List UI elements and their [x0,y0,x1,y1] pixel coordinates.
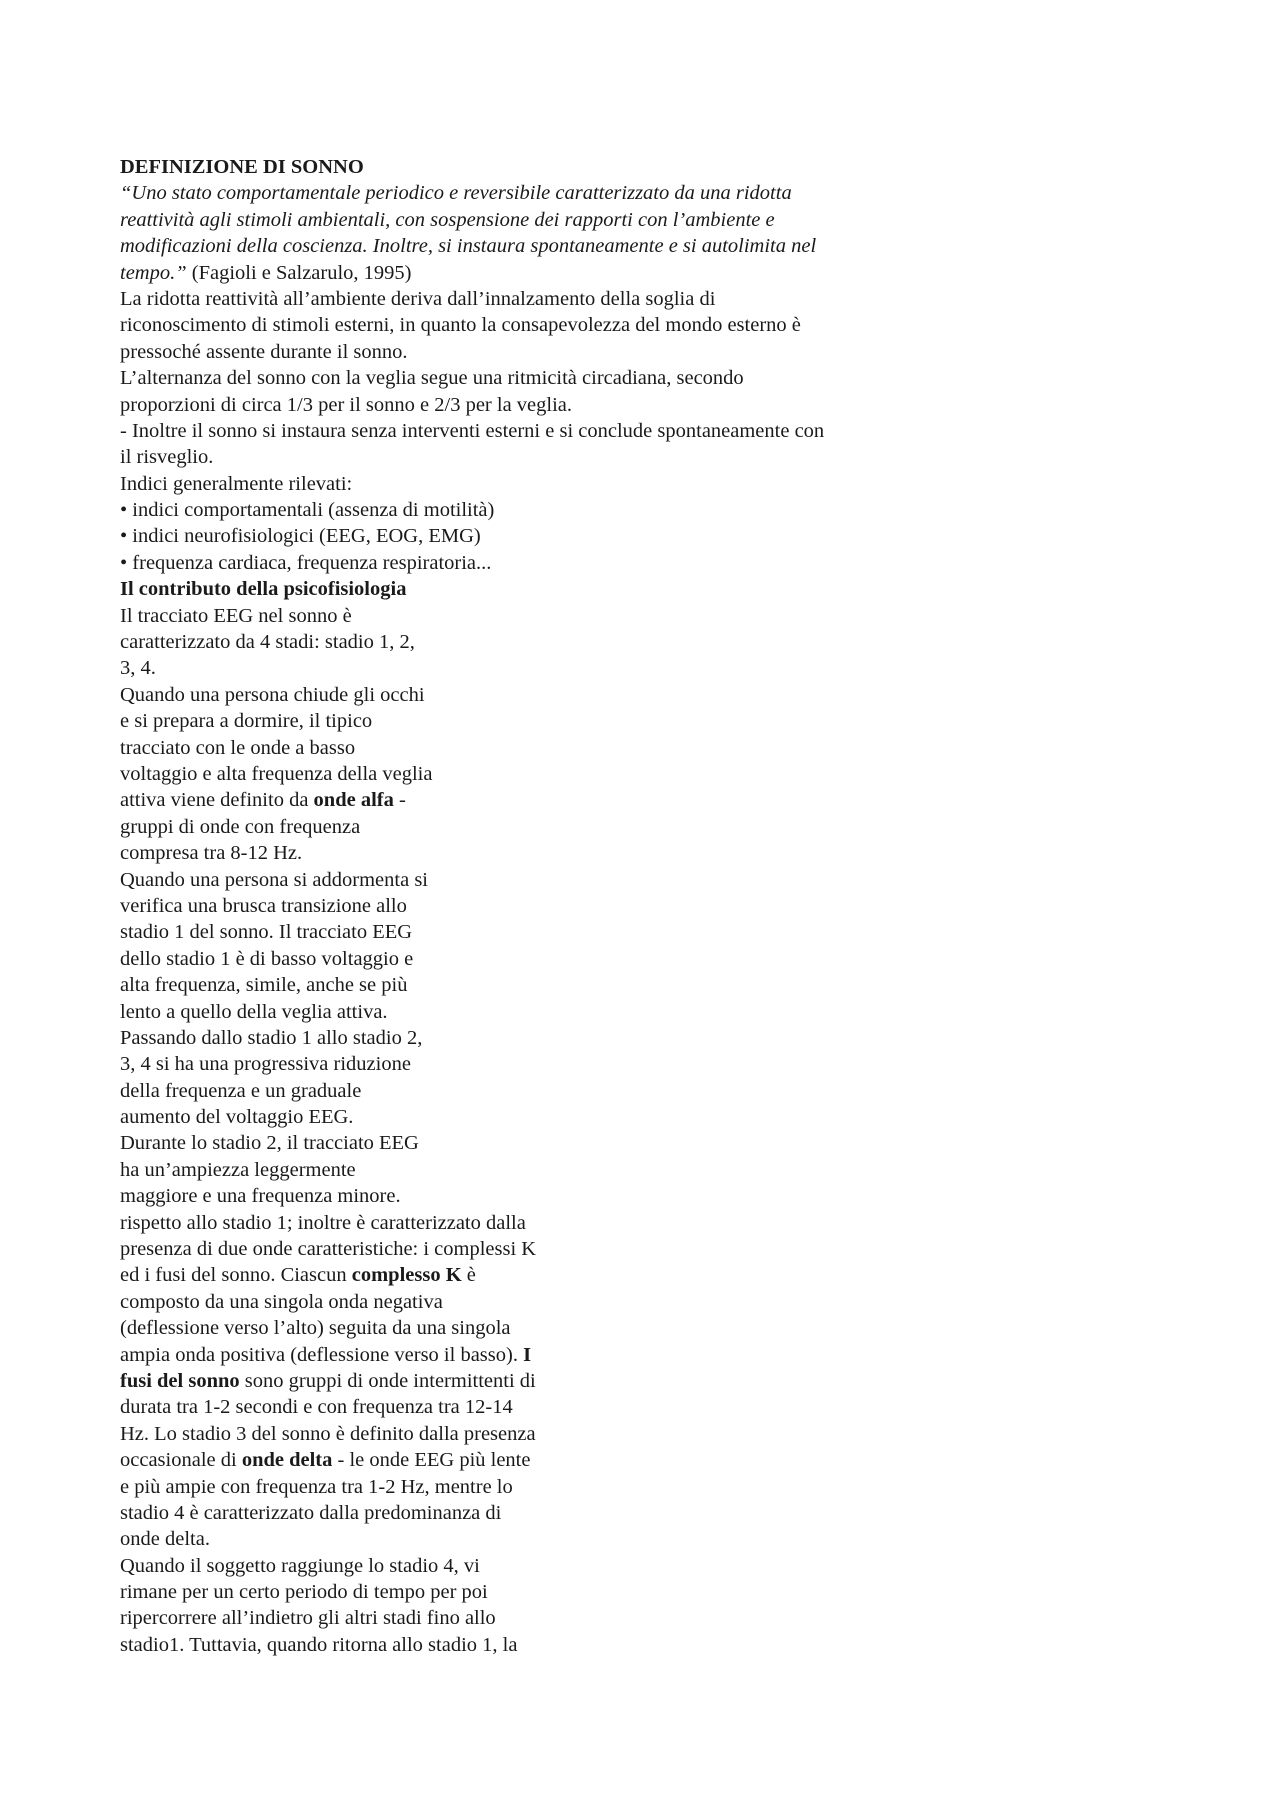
body-line: durata tra 1-2 secondi e con frequenza tra 12-14 [120,1396,513,1419]
delta-pre: occasionale di [120,1449,242,1472]
body-line: Il tracciato EEG nel sonno è [120,604,352,627]
quote-last-italic: tempo.” [120,261,187,284]
quote-line: “Uno stato comportamentale periodico e reversibile caratterizzato da una ridotta [120,182,792,205]
intro-line: L’alternanza del sonno con la veglia segue una ritmicità circadiana, secondo [120,367,744,390]
quote-line: modificazioni della coscienza. Inoltre, si instaura spontaneamente e si autolimita nel [120,235,817,258]
alfa-term: onde alfa [313,789,394,812]
intro-line: riconoscimento di stimoli esterni, in quanto la consapevolezza del mondo esterno è [120,314,801,337]
fusi-line-1 [120,1342,940,1368]
body-line: ha un’ampiezza leggermente [120,1158,356,1181]
body-line: (deflessione verso l’alto) seguita da una singola [120,1317,511,1340]
alfa-post: - [393,789,406,812]
body-line: 3, 4. [120,657,156,680]
body-line: Quando una persona chiude gli occhi [120,683,425,706]
alfa-line [120,787,940,813]
section-heading: Il contributo della psicofisiologia [120,578,407,601]
body-line: e più ampie con frequenza tra 1-2 Hz, mentre lo [120,1475,513,1498]
fusi-pre: ampia onda positiva (deflessione verso il basso). [120,1343,524,1366]
body-line: e si prepara a dormire, il tipico [120,710,373,733]
body-line: Durante lo stadio 2, il tracciato EEG [120,1132,419,1155]
complesso-k-line [120,1262,940,1288]
body-line: 3, 4 si ha una progressiva riduzione [120,1053,411,1076]
delta-line [120,1447,940,1473]
k-pre: ed i fusi del sonno. Ciascun [120,1264,352,1287]
body-line: verifica una brusca transizione allo [120,894,407,917]
alfa-pre: attiva viene definito da [120,789,314,812]
body-line: compresa tra 8-12 Hz. [120,842,303,865]
body-line: presenza di due onde caratteristiche: i complessi K [120,1238,537,1261]
document-page [120,154,940,1658]
body-line: gruppi di onde con frequenza [120,815,361,838]
body-line: dello stadio 1 è di basso voltaggio e [120,947,414,970]
intro-line: La ridotta reattività all’ambiente deriva dall’innalzamento della soglia di [120,287,716,310]
delta-term: onde delta [241,1449,333,1472]
fusi-term: fusi del sonno [120,1369,240,1392]
quote-citation: (Fagioli e Salzarulo, 1995) [186,261,412,284]
k-term: complesso K [351,1264,462,1287]
body-line: aumento del voltaggio EEG. [120,1106,354,1129]
fusi-line-2 [120,1368,940,1394]
quote-line: reattività agli stimoli ambientali, con sospensione dei rapporti con l’ambiente e [120,208,775,231]
body-line: della frequenza e un graduale [120,1079,362,1102]
body-line: rimane per un certo periodo di tempo per poi [120,1581,488,1604]
body-line: caratterizzato da 4 stadi: stadio 1, 2, [120,631,415,654]
body-line: onde delta. [120,1528,210,1551]
body-line: Quando il soggetto raggiunge lo stadio 4, vi [120,1554,480,1577]
body-line: rispetto allo stadio 1; inoltre è caratterizzato dalla [120,1211,526,1234]
bullet-item: • indici neurofisiologici (EEG, EOG, EMG) [120,525,481,548]
bullet-item: • frequenza cardiaca, frequenza respiratoria... [120,551,492,574]
body-line: alta frequenza, simile, anche se più [120,974,408,997]
bullet-item: • indici comportamentali (assenza di motilità) [120,499,495,522]
delta-post: - le onde EEG più lente [332,1449,531,1472]
body-line: Passando dallo stadio 1 allo stadio 2, [120,1026,423,1049]
fusi-post: sono gruppi di onde intermittenti di [239,1369,536,1392]
body-line: stadio 1 del sonno. Il tracciato EEG [120,921,413,944]
quote-end-line [120,260,940,286]
body-line: stadio 4 è caratterizzato dalla predominanza di [120,1501,502,1524]
intro-line: pressoché assente durante il sonno. [120,340,408,363]
intro-line: - Inoltre il sonno si instaura senza interventi esterni e si conclude spontaneamente con [120,419,825,442]
body-line: maggiore e una frequenza minore. [120,1185,401,1208]
body-line: composto da una singola onda negativa [120,1290,443,1313]
intro-line: Indici generalmente rilevati: [120,472,353,495]
document-heading: DEFINIZIONE DI SONNO [120,156,364,178]
fusi-term-start: I [523,1343,532,1366]
body-line: lento a quello della veglia attiva. [120,1000,388,1023]
body-line: ripercorrere all’indietro gli altri stadi fino allo [120,1607,496,1630]
body-line: tracciato con le onde a basso [120,736,356,759]
intro-line: il risveglio. [120,446,214,469]
body-line: voltaggio e alta frequenza della veglia [120,762,433,785]
body-line: Quando una persona si addormenta si [120,868,428,891]
intro-line: proporzioni di circa 1/3 per il sonno e 2/3 per la veglia. [120,393,573,416]
k-post: è [461,1264,476,1287]
body-line: Hz. Lo stadio 3 del sonno è definito dalla presenza [120,1422,536,1445]
body-line: stadio1. Tuttavia, quando ritorna allo stadio 1, la [120,1633,518,1656]
